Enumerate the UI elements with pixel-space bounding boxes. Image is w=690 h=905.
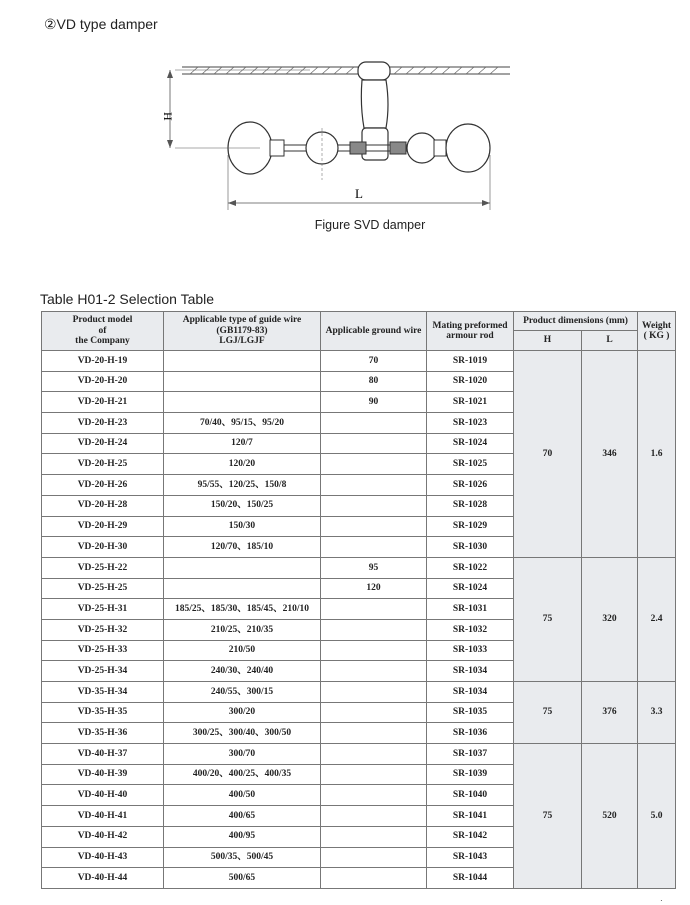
cell-armour-rod: SR-1028 xyxy=(427,495,514,516)
cell-ground-wire xyxy=(321,454,427,475)
cell-dim-h: 75 xyxy=(514,557,582,681)
cell-model: VD-20-H-28 xyxy=(42,495,164,516)
cell-armour-rod: SR-1034 xyxy=(427,682,514,703)
cell-ground-wire xyxy=(321,702,427,723)
cell-armour-rod: SR-1024 xyxy=(427,578,514,599)
cell-guide-wire: 95/55、120/25、150/8 xyxy=(164,475,321,496)
cell-ground-wire xyxy=(321,516,427,537)
cell-ground-wire xyxy=(321,868,427,889)
cell-armour-rod: SR-1024 xyxy=(427,433,514,454)
cell-guide-wire: 500/35、500/45 xyxy=(164,847,321,868)
cell-model: VD-40-H-43 xyxy=(42,847,164,868)
cell-ground-wire xyxy=(321,806,427,827)
cell-ground-wire: 90 xyxy=(321,392,427,413)
header-guide-wire: Applicable type of guide wire (GB1179-83) LGJ/LGJF xyxy=(164,312,321,351)
cell-ground-wire: 80 xyxy=(321,371,427,392)
dim-l-label: L xyxy=(355,186,363,201)
cell-weight: 2.4 xyxy=(638,557,676,681)
cell-ground-wire xyxy=(321,826,427,847)
cell-guide-wire: 185/25、185/30、185/45、210/10 xyxy=(164,599,321,620)
cell-model: VD-40-H-44 xyxy=(42,868,164,889)
cell-armour-rod: SR-1041 xyxy=(427,806,514,827)
cell-model: VD-25-H-31 xyxy=(42,599,164,620)
cell-model: VD-20-H-24 xyxy=(42,433,164,454)
cell-model: VD-20-H-19 xyxy=(42,351,164,372)
cell-ground-wire xyxy=(321,475,427,496)
cell-guide-wire: 400/20、400/25、400/35 xyxy=(164,764,321,785)
header-ground-wire: Applicable ground wire xyxy=(321,312,427,351)
cell-guide-wire: 300/25、300/40、300/50 xyxy=(164,723,321,744)
cell-model: VD-25-H-32 xyxy=(42,619,164,640)
cell-armour-rod: SR-1020 xyxy=(427,371,514,392)
header-dim-h: H xyxy=(514,331,582,351)
cell-model: VD-40-H-41 xyxy=(42,806,164,827)
cell-dim-l: 520 xyxy=(582,744,638,889)
cell-armour-rod: SR-1029 xyxy=(427,516,514,537)
cell-model: VD-20-H-26 xyxy=(42,475,164,496)
damper-drawing xyxy=(150,50,510,210)
cell-ground-wire xyxy=(321,847,427,868)
cell-guide-wire: 150/30 xyxy=(164,516,321,537)
cell-ground-wire xyxy=(321,764,427,785)
cell-model: VD-40-H-40 xyxy=(42,785,164,806)
cell-ground-wire xyxy=(321,682,427,703)
cell-model: VD-35-H-35 xyxy=(42,702,164,723)
cell-guide-wire xyxy=(164,371,321,392)
cell-ground-wire xyxy=(321,661,427,682)
cell-model: VD-20-H-21 xyxy=(42,392,164,413)
cell-guide-wire: 120/70、185/10 xyxy=(164,537,321,558)
cell-ground-wire xyxy=(321,640,427,661)
cell-armour-rod: SR-1031 xyxy=(427,599,514,620)
cell-model: VD-40-H-39 xyxy=(42,764,164,785)
cell-ground-wire xyxy=(321,413,427,434)
cell-model: VD-20-H-29 xyxy=(42,516,164,537)
corner-mark: · xyxy=(660,896,663,905)
cell-armour-rod: SR-1036 xyxy=(427,723,514,744)
cell-armour-rod: SR-1025 xyxy=(427,454,514,475)
cell-armour-rod: SR-1033 xyxy=(427,640,514,661)
cell-model: VD-25-H-33 xyxy=(42,640,164,661)
cell-ground-wire xyxy=(321,785,427,806)
cell-guide-wire: 120/7 xyxy=(164,433,321,454)
cell-ground-wire xyxy=(321,723,427,744)
cell-guide-wire: 400/65 xyxy=(164,806,321,827)
cell-guide-wire xyxy=(164,578,321,599)
cell-dim-l: 320 xyxy=(582,557,638,681)
cell-model: VD-35-H-34 xyxy=(42,682,164,703)
figure-caption: Figure SVD damper xyxy=(314,218,426,232)
cell-weight: 3.3 xyxy=(638,682,676,744)
cell-armour-rod: SR-1044 xyxy=(427,868,514,889)
cell-model: VD-20-H-25 xyxy=(42,454,164,475)
cell-guide-wire: 400/50 xyxy=(164,785,321,806)
header-armour-rod: Mating preformed armour rod xyxy=(427,312,514,351)
cell-guide-wire: 120/20 xyxy=(164,454,321,475)
cell-model: VD-40-H-37 xyxy=(42,744,164,765)
cell-ground-wire: 120 xyxy=(321,578,427,599)
cell-ground-wire xyxy=(321,744,427,765)
section-title: ②VD type damper xyxy=(44,16,158,32)
right-weight xyxy=(407,124,490,172)
cell-armour-rod: SR-1030 xyxy=(427,537,514,558)
cell-armour-rod: SR-1035 xyxy=(427,702,514,723)
cell-armour-rod: SR-1039 xyxy=(427,764,514,785)
cell-armour-rod: SR-1021 xyxy=(427,392,514,413)
cell-guide-wire: 210/25、210/35 xyxy=(164,619,321,640)
cell-ground-wire xyxy=(321,495,427,516)
table-header xyxy=(42,312,676,351)
cell-model: VD-20-H-23 xyxy=(42,413,164,434)
cell-guide-wire: 300/20 xyxy=(164,702,321,723)
cell-dim-h: 75 xyxy=(514,682,582,744)
cell-guide-wire xyxy=(164,351,321,372)
cell-guide-wire: 500/65 xyxy=(164,868,321,889)
cell-ground-wire xyxy=(321,599,427,620)
dim-h-label: H xyxy=(161,112,175,121)
cell-guide-wire: 300/70 xyxy=(164,744,321,765)
cell-ground-wire xyxy=(321,537,427,558)
cell-ground-wire: 70 xyxy=(321,351,427,372)
cell-model: VD-25-H-22 xyxy=(42,557,164,578)
table-title: Table H01-2 Selection Table xyxy=(40,291,215,307)
cell-model: VD-25-H-34 xyxy=(42,661,164,682)
cell-guide-wire xyxy=(164,392,321,413)
header-weight: Weight ( KG ) xyxy=(638,312,676,351)
cell-armour-rod: SR-1032 xyxy=(427,619,514,640)
cell-model: VD-20-H-20 xyxy=(42,371,164,392)
cell-model: VD-40-H-42 xyxy=(42,826,164,847)
cell-model: VD-25-H-25 xyxy=(42,578,164,599)
cell-weight: 5.0 xyxy=(638,744,676,889)
cell-guide-wire: 240/30、240/40 xyxy=(164,661,321,682)
cell-armour-rod: SR-1022 xyxy=(427,557,514,578)
cell-guide-wire: 400/95 xyxy=(164,826,321,847)
header-dimensions: Product dimensions (mm) xyxy=(514,312,638,331)
cell-model: VD-20-H-30 xyxy=(42,537,164,558)
cell-armour-rod: SR-1043 xyxy=(427,847,514,868)
selection-table xyxy=(41,311,676,889)
table-row xyxy=(42,351,676,372)
table-row xyxy=(42,744,676,765)
cell-guide-wire: 150/20、150/25 xyxy=(164,495,321,516)
table-row xyxy=(42,682,676,703)
cell-armour-rod: SR-1023 xyxy=(427,413,514,434)
cell-armour-rod: SR-1040 xyxy=(427,785,514,806)
cell-armour-rod: SR-1037 xyxy=(427,744,514,765)
cell-armour-rod: SR-1019 xyxy=(427,351,514,372)
cell-ground-wire: 95 xyxy=(321,557,427,578)
cell-guide-wire: 210/50 xyxy=(164,640,321,661)
cell-dim-l: 376 xyxy=(582,682,638,744)
cell-armour-rod: SR-1034 xyxy=(427,661,514,682)
cell-dim-l: 346 xyxy=(582,351,638,558)
cell-armour-rod: SR-1042 xyxy=(427,826,514,847)
cell-dim-h: 70 xyxy=(514,351,582,558)
table-row xyxy=(42,557,676,578)
cell-ground-wire xyxy=(321,619,427,640)
cell-guide-wire: 240/55、300/15 xyxy=(164,682,321,703)
cell-guide-wire xyxy=(164,557,321,578)
header-dim-l: L xyxy=(582,331,638,351)
cell-ground-wire xyxy=(321,433,427,454)
messenger-rod xyxy=(260,142,430,154)
cell-weight: 1.6 xyxy=(638,351,676,558)
cell-guide-wire: 70/40、95/15、95/20 xyxy=(164,413,321,434)
conductor-wire xyxy=(182,67,510,74)
cell-dim-h: 75 xyxy=(514,744,582,889)
header-model: Product model of the Company xyxy=(42,312,164,351)
damper-figure xyxy=(150,50,510,210)
table-body xyxy=(42,351,676,889)
cell-armour-rod: SR-1026 xyxy=(427,475,514,496)
cell-model: VD-35-H-36 xyxy=(42,723,164,744)
